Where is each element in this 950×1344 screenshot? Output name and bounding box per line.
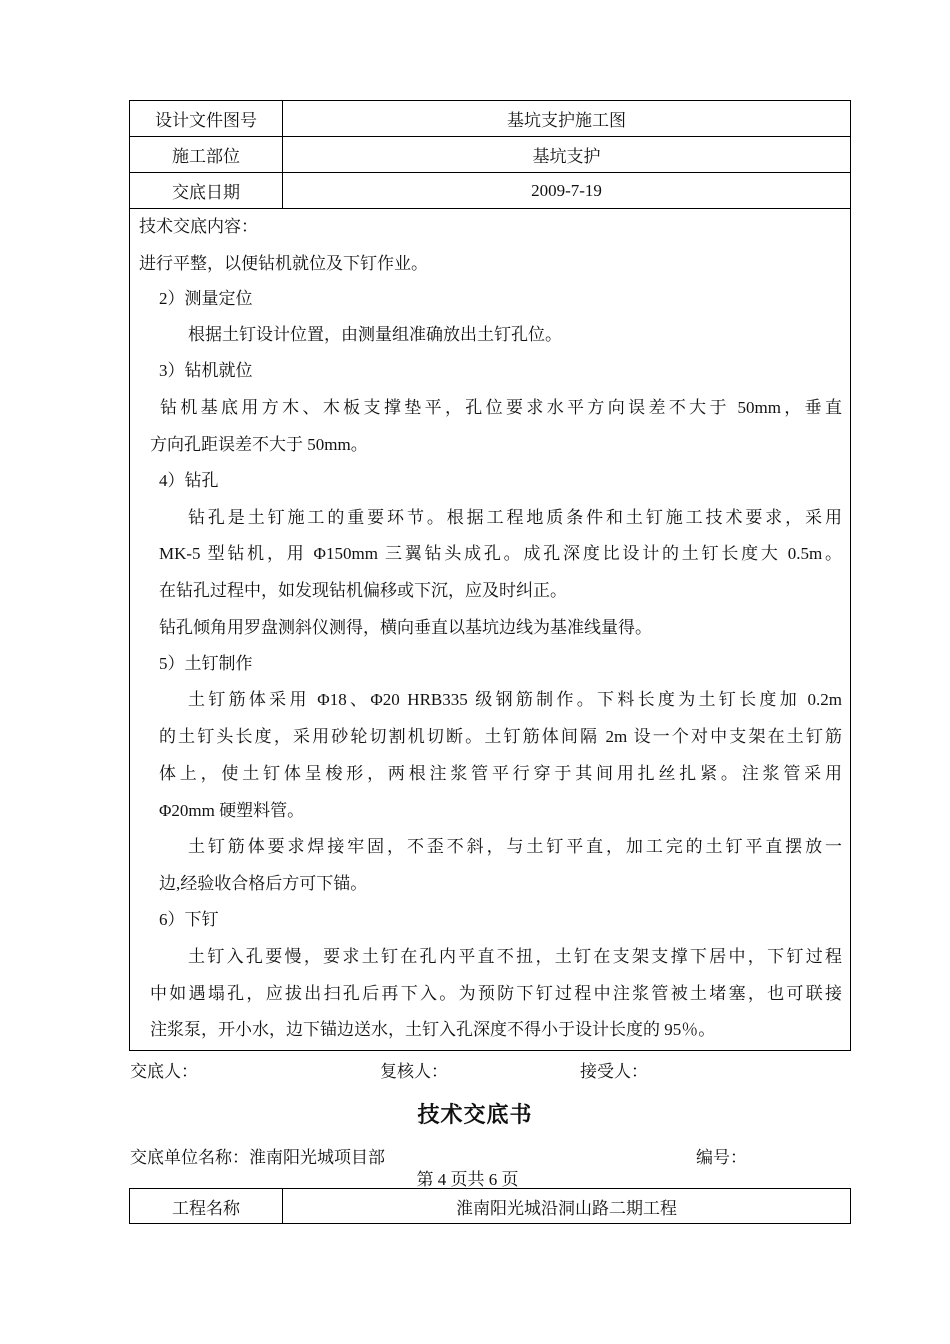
- project-table: [129, 1188, 851, 1224]
- info-table: [129, 100, 851, 209]
- table-row: [130, 173, 851, 209]
- drawing-number-value: 基坑支护施工图: [283, 101, 851, 137]
- project-name-label: 工程名称: [130, 1189, 283, 1224]
- section-heading: 3）钻机就位: [159, 361, 253, 380]
- document-title: 技术交底书: [417, 1103, 533, 1128]
- content-line: 中如遇塌孔，应拔出扫孔后再下入。为预防下钉过程中注浆管被土堵塞，也可联接: [150, 984, 842, 1003]
- content-line: 方向孔距误差不大于 50mm。: [150, 435, 368, 454]
- content-line: Φ20mm 硬塑料管。: [159, 801, 305, 820]
- disclosure-date-value: 2009-7-19: [283, 173, 851, 209]
- construction-location-label: 施工部位: [130, 137, 283, 173]
- content-line: 钻机基底用方木、木板支撑垫平，孔位要求水平方向误差不大于 50mm，垂直: [160, 398, 842, 417]
- receiver-signature: 接受人：: [580, 1062, 648, 1081]
- content-line: 土钉筋体要求焊接牢固，不歪不斜，与土钉平直，加工完的土钉平直摆放一: [188, 837, 842, 856]
- disclosure-unit: 交底单位名称：淮南阳光城项目部: [130, 1148, 385, 1167]
- disclosure-date-label: 交底日期: [130, 173, 283, 209]
- content-line: 根据土钉设计位置，由测量组准确放出土钉孔位。: [188, 325, 562, 344]
- content-line: 的土钉头长度，采用砂轮切割机切断。土钉筋体间隔 2m 设一个对中支架在土钉筋: [159, 727, 842, 746]
- content-line: 体上，使土钉体呈梭形，两根注浆管平行穿于其间用扎丝扎紧。注浆管采用: [159, 764, 842, 783]
- content-line: 钻孔是土钉施工的重要环节。根据工程地质条件和土钉施工技术要求，采用: [188, 508, 842, 527]
- section-heading: 2）测量定位: [159, 289, 253, 308]
- content-line: 土钉入孔要慢，要求土钉在孔内平直不扭，土钉在支架支撑下居中，下钉过程: [188, 947, 842, 966]
- section-heading: 4）钻孔: [159, 471, 219, 490]
- construction-location-value: 基坑支护: [283, 137, 851, 173]
- section-heading: 6）下钉: [159, 910, 219, 929]
- content-line: 进行平整，以便钻机就位及下钉作业。: [139, 254, 428, 273]
- page-indicator: 第 4 页共 6 页: [416, 1170, 519, 1189]
- table-row: [130, 101, 851, 137]
- content-line: 注浆泵，开小水，边下锚边送水，土钉入孔深度不得小于设计长度的 95％。: [150, 1020, 716, 1039]
- project-name-value: 淮南阳光城沿洞山路二期工程: [283, 1189, 851, 1224]
- discloser-signature: 交底人：: [130, 1062, 198, 1081]
- table-row: [130, 137, 851, 173]
- content-line: MK-5 型钻机，用 Φ150mm 三翼钻头成孔。成孔深度比设计的土钉长度大 0.5m。: [159, 544, 842, 563]
- content-line: 在钻孔过程中，如发现钻机偏移或下沉，应及时纠正。: [159, 581, 567, 600]
- content-line: 钻孔倾角用罗盘测斜仪测得，横向垂直以基坑边线为基准线量得。: [159, 618, 652, 637]
- drawing-number-label: 设计文件图号: [130, 101, 283, 137]
- technical-content-box: [129, 207, 851, 1051]
- content-heading: 技术交底内容：: [139, 217, 258, 236]
- section-heading: 5）土钉制作: [159, 654, 253, 673]
- reviewer-signature: 复核人：: [380, 1062, 448, 1081]
- content-line: 边,经验收合格后方可下锚。: [159, 874, 368, 893]
- content-line: 土钉筋体采用 Φ18、Φ20 HRB335 级钢筋制作。下料长度为土钉长度加 0.2m: [188, 690, 842, 709]
- document-number: 编号：: [696, 1148, 747, 1167]
- table-row: [130, 1189, 851, 1224]
